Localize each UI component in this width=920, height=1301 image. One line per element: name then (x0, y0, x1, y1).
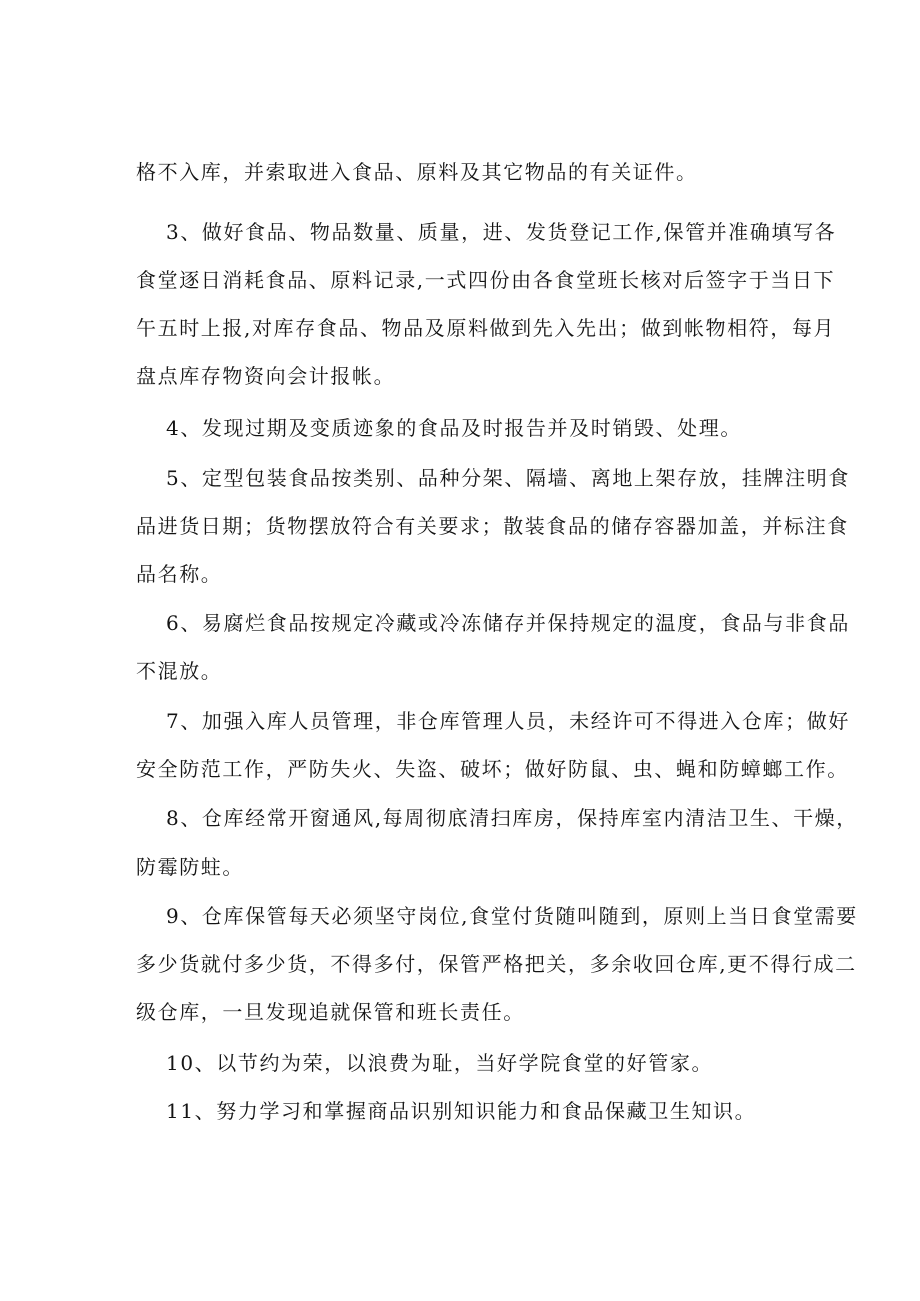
paragraph-line: 午五时上报,对库存食品、物品及原料做到先入先出；做到帐物相符，每月 (136, 316, 836, 340)
paragraph-line: 不混放。 (136, 659, 223, 683)
paragraph-line: 格不入库，并索取进入食品、原料及其它物品的有关证件。 (136, 160, 698, 184)
paragraph-line: 多少货就付多少货，不得多付，保管严格把关，多余收回仓库,更不得行成二 (136, 952, 857, 976)
paragraph-line: 品进货日期；货物摆放符合有关要求；散装食品的储存容器加盖，并标注食 (136, 514, 849, 538)
paragraph-line: 8、仓库经常开窗通风,每周彻底清扫库房，保持库室内清洁卫生、干燥， (166, 806, 858, 830)
paragraph-line: 5、定型包装食品按类别、品种分架、隔墙、离地上架存放，挂牌注明食 (166, 466, 850, 490)
paragraph-line: 安全防范工作，严防失火、失盗、破坏；做好防鼠、虫、蝇和防蟑螂工作。 (136, 757, 849, 781)
paragraph-line: 4、发现过期及变质迹象的食品及时报告并及时销毁、处理。 (166, 416, 742, 440)
paragraph-line: 盘点库存物资向会计报帐。 (136, 364, 396, 388)
paragraph-line: 品名称。 (136, 562, 223, 586)
paragraph-line: 级仓库，一旦发现追就保管和班长责任。 (136, 1000, 525, 1024)
paragraph-line: 9、仓库保管每天必须坚守岗位,食堂付货随叫随到，原则上当日食堂需要 (166, 904, 858, 928)
paragraph-line: 7、加强入库人员管理，非仓库管理人员，未经许可不得进入仓库；做好 (166, 709, 850, 733)
paragraph-line: 10、以节约为荣，以浪费为耻，当好学院食堂的好管家。 (166, 1051, 714, 1075)
paragraph-line: 食堂逐日消耗食品、原料记录,一式四份由各食堂班长核对后签字于当日下 (136, 268, 836, 292)
paragraph-line: 6、易腐烂食品按规定冷藏或冷冻储存并保持规定的温度，食品与非食品 (166, 611, 850, 635)
paragraph-line: 防霉防蛀。 (136, 855, 244, 879)
paragraph-line: 3、做好食品、物品数量、质量，进、发货登记工作,保管并准确填写各 (166, 220, 837, 244)
paragraph-line: 11、努力学习和掌握商品识别知识能力和食品保藏卫生知识。 (166, 1099, 757, 1123)
